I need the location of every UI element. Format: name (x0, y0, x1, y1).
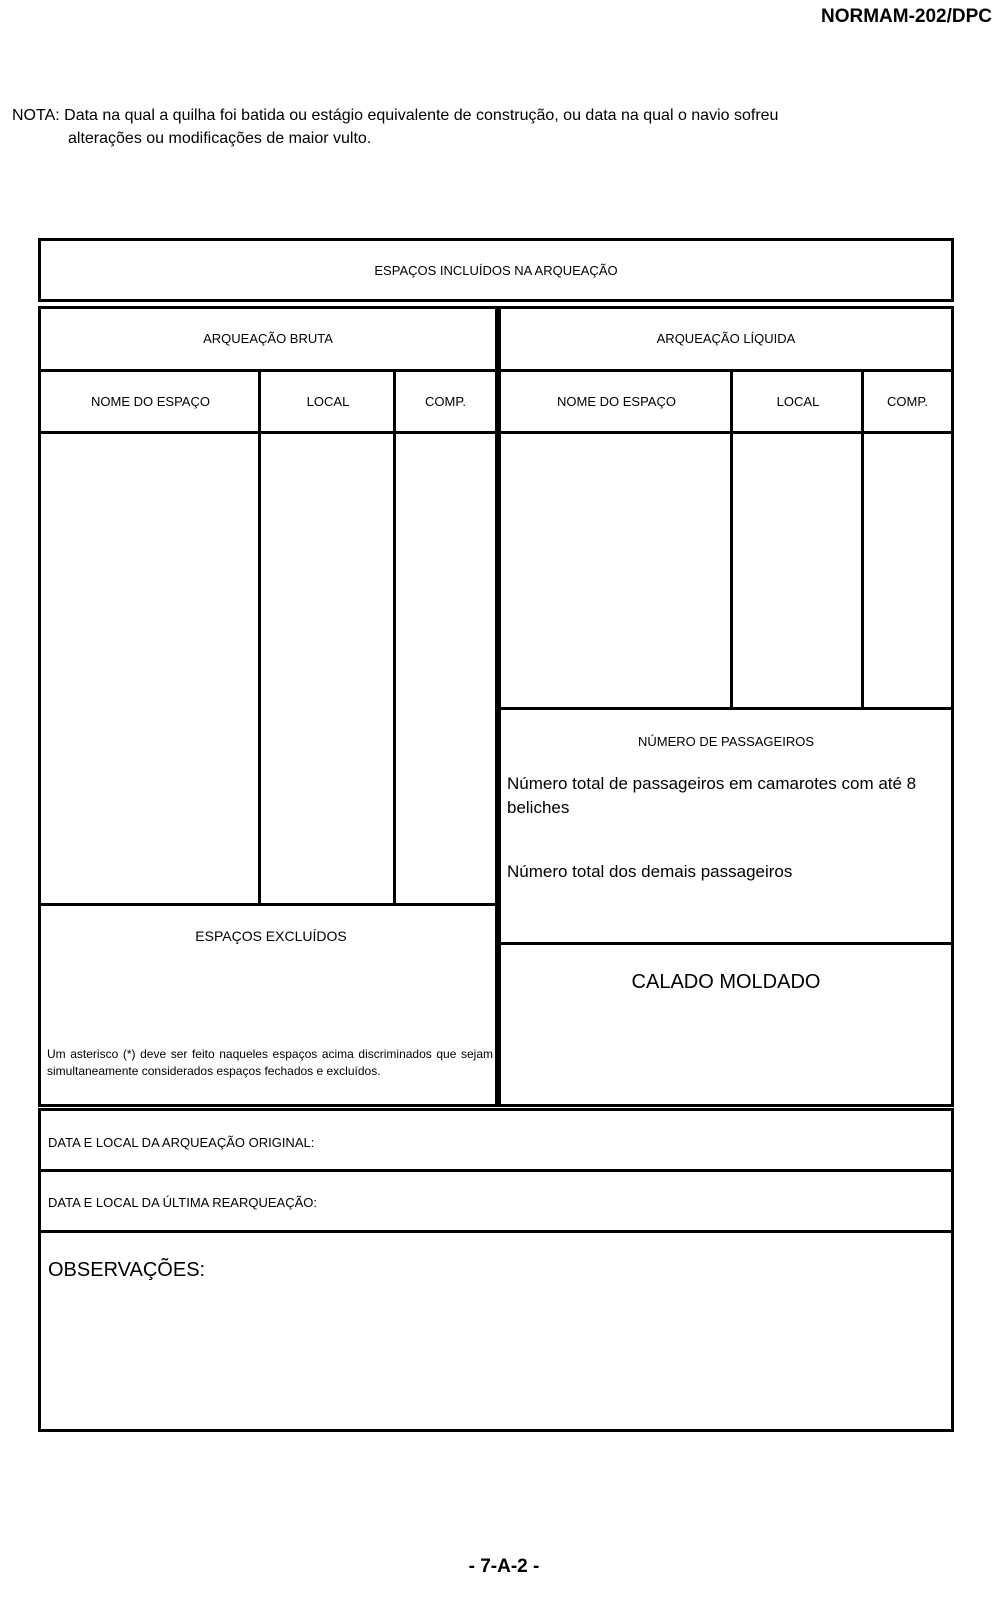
liquida-col-comp: COMP. (887, 394, 928, 409)
asterisco-note: Um asterisco (*) deve ser feito naqueles espaços acima discriminados que sejam simultaneamente considerados espaços fechados e excluídos. (47, 1047, 493, 1078)
divider (41, 369, 495, 372)
liquida-col-local: LOCAL (776, 394, 820, 409)
liquida-entries-area[interactable] (501, 434, 951, 707)
divider (501, 369, 951, 372)
passageiros-title: NÚMERO DE PASSAGEIROS (637, 734, 814, 749)
nota-line-2: alterações ou modificações de maior vulto. (68, 130, 372, 147)
arqueacao-bruta-title: ARQUEAÇÃO BRUTA (203, 331, 333, 346)
form-title: ESPAÇOS INCLUÍDOS NA ARQUEAÇÃO (374, 263, 618, 278)
data-arqueacao-original-label: DATA E LOCAL DA ARQUEAÇÃO ORIGINAL: (48, 1135, 315, 1150)
data-arqueacao-original-box (38, 1108, 954, 1172)
bruta-entries-area[interactable] (41, 434, 495, 903)
bruta-col-comp: COMP. (425, 394, 466, 409)
calado-moldado-box (498, 942, 954, 1107)
data-ultima-rearqueacao-label: DATA E LOCAL DA ÚLTIMA REARQUEAÇÃO: (48, 1195, 317, 1210)
passageiros-box (498, 707, 954, 945)
observacoes-label: OBSERVAÇÕES: (48, 1259, 206, 1281)
nota-section (12, 104, 982, 150)
observacoes-box (38, 1230, 954, 1432)
nota-line-1: NOTA: Data na qual a quilha foi batida ou estágio equivalente de construção, ou data na qual o navio sofreu (12, 107, 779, 124)
liquida-col-nome: NOME DO ESPAÇO (557, 394, 676, 409)
arqueacao-liquida-table (498, 306, 954, 710)
bruta-col-local: LOCAL (306, 394, 350, 409)
bruta-col-nome: NOME DO ESPAÇO (91, 394, 210, 409)
arqueacao-bruta-table (38, 306, 498, 906)
espacos-excluidos-title: ESPAÇOS EXCLUÍDOS (195, 928, 347, 944)
page-number: - 7-A-2 - (468, 1556, 540, 1577)
espacos-excluidos-box (38, 903, 498, 1107)
passageiros-camarotes-label: Número total de passageiros em camarotes com até 8 beliches (507, 774, 917, 817)
calado-moldado-title: CALADO MOLDADO (631, 971, 821, 993)
data-ultima-rearqueacao-box (38, 1169, 954, 1233)
document-code: NORMAM-202/DPC (820, 6, 992, 27)
arqueacao-liquida-title: ARQUEAÇÃO LÍQUIDA (656, 331, 796, 346)
form-title-box (38, 238, 954, 302)
passageiros-demais-label: Número total dos demais passageiros (507, 862, 793, 881)
